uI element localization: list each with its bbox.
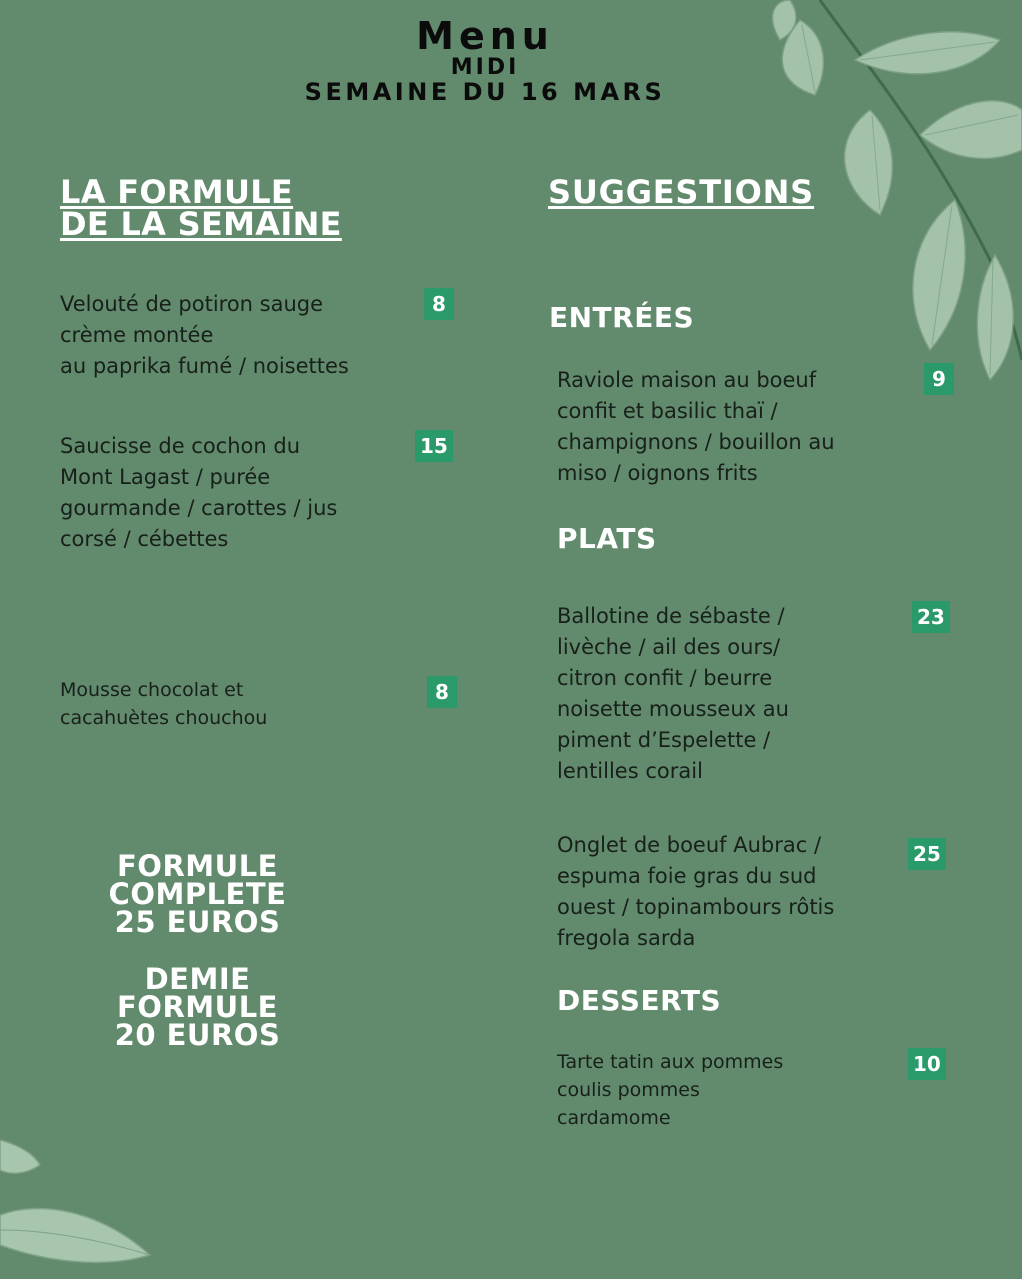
formule-complete-line2: COMPLETE	[108, 877, 287, 911]
formule-dish-3: Mousse chocolat et cacahuètes chouchou	[60, 679, 268, 729]
formule-demie-line1: DEMIE	[144, 962, 251, 996]
dessert-dish-1: Tarte tatin aux pommes coulis pommes cardamome	[557, 1051, 784, 1129]
formule-complete	[60, 849, 335, 939]
price-badge: 15	[415, 430, 453, 462]
formule-demie-line3: 20 EUROS	[114, 1018, 281, 1052]
entrees-heading: ENTRÉES	[549, 301, 695, 334]
price-badge: 8	[427, 676, 457, 708]
formule-demie	[60, 962, 335, 1052]
menu-week: SEMAINE DU 16 MARS	[304, 78, 666, 106]
price-badge: 8	[424, 288, 454, 320]
price-badge: 25	[908, 838, 946, 870]
price-badge: 9	[924, 363, 954, 395]
formule-dish-2: Saucisse de cochon du Mont Lagast / purée gourmande / carottes / jus corsé / cébettes	[60, 434, 338, 551]
entree-dish-1: Raviole maison au boeuf confit et basilic thaï / champignons / bouillon au miso / oignons frits	[557, 368, 835, 485]
formule-complete-line1: FORMULE	[117, 849, 278, 883]
plat-dish-1: Ballotine de sébaste / livèche / ail des ours/ citron confit / beurre noisette mousseux au piment d’Espelette / lentilles corail	[557, 604, 789, 783]
menu-title: Menu	[416, 14, 554, 58]
formule-dish-1: Velouté de potiron sauge crème montée au paprika fumé / noisettes	[60, 292, 349, 378]
menu-subtitle: MIDI	[450, 55, 520, 80]
formule-demie-line2: FORMULE	[117, 990, 278, 1024]
plats-heading: PLATS	[557, 522, 657, 555]
formule-title-line1: LA FORMULE	[60, 173, 294, 211]
desserts-heading: DESSERTS	[557, 984, 722, 1017]
leaf-bottom-decoration	[0, 1130, 170, 1279]
formule-complete-line3: 25 EUROS	[114, 905, 281, 939]
plat-dish-2: Onglet de boeuf Aubrac / espuma foie gras du sud ouest / topinambours rôtis fregola sarda	[557, 833, 835, 950]
formule-title-line2: DE LA SEMAINE	[60, 205, 342, 243]
price-badge: 10	[908, 1048, 946, 1080]
suggestions-title: SUGGESTIONS	[548, 173, 815, 211]
price-badge: 23	[912, 601, 950, 633]
